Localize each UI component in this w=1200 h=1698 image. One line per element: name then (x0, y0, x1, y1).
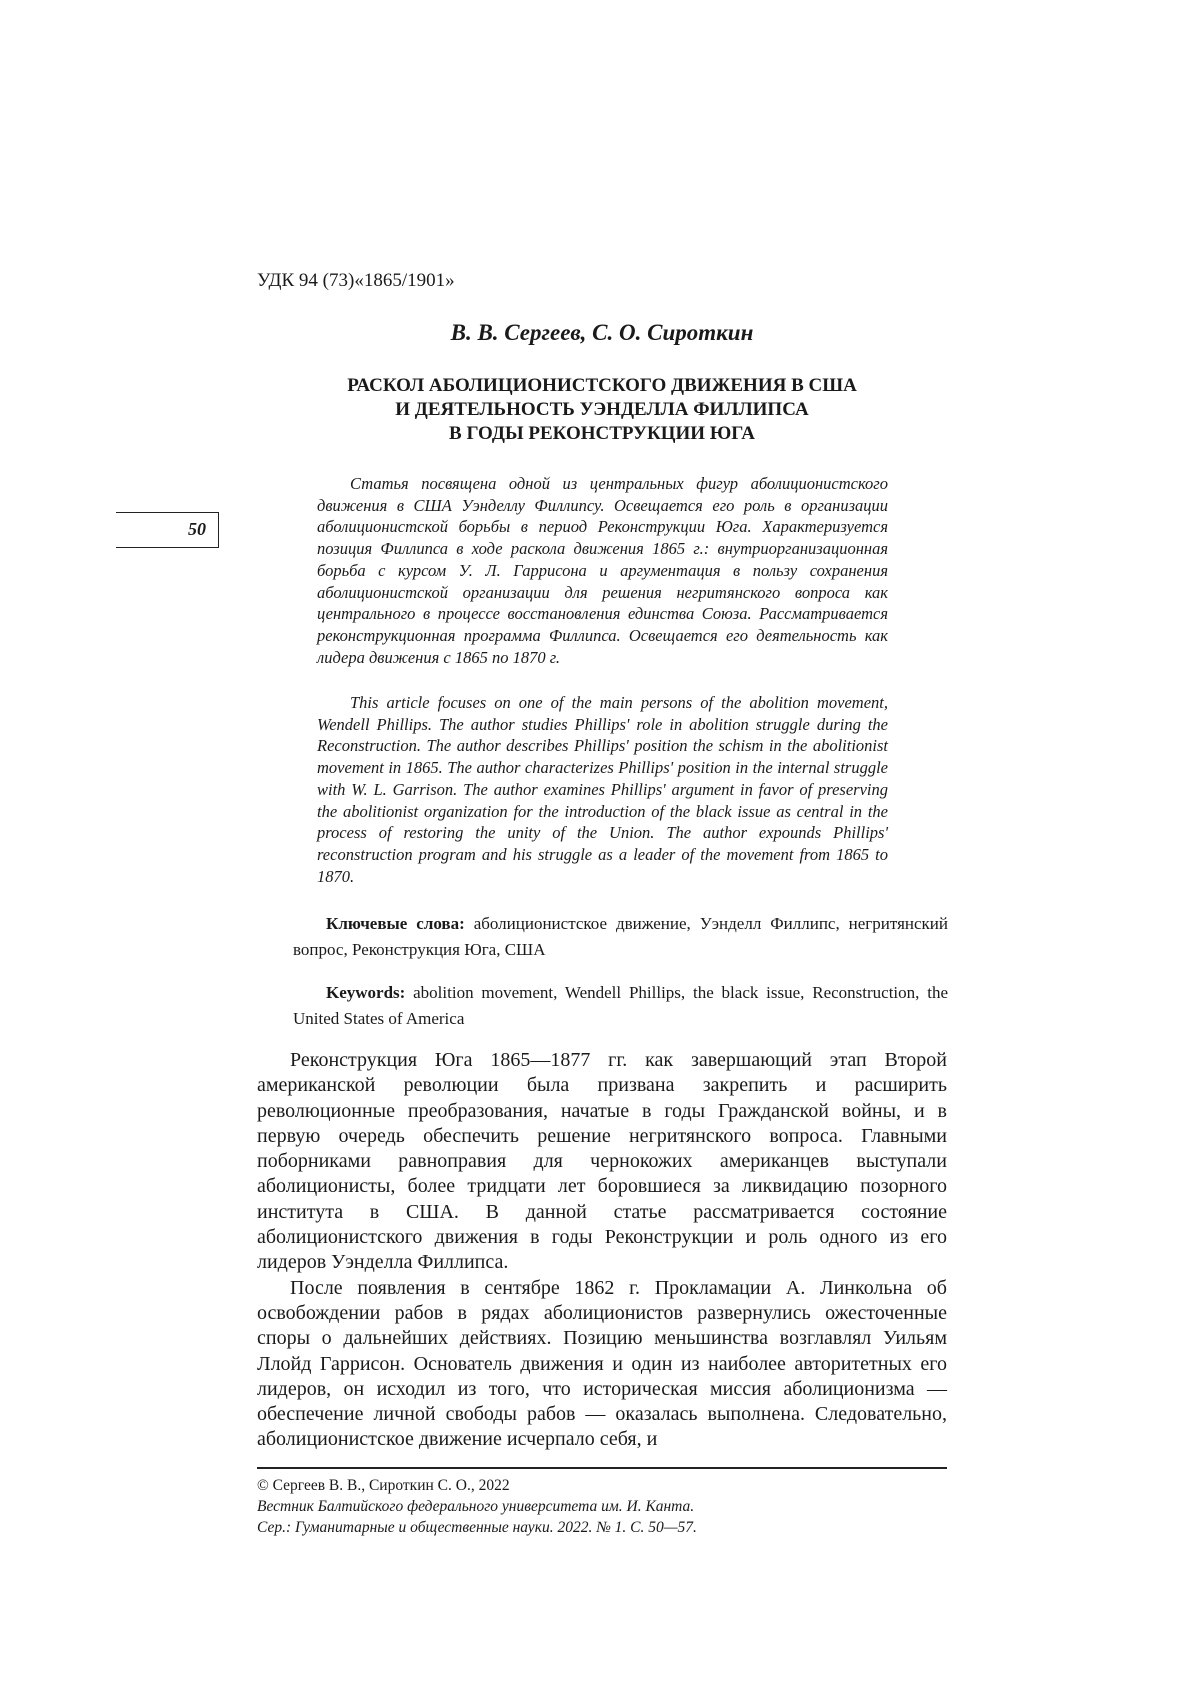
keywords-text: abolition movement, Wendell Phillips, the black issue, Reconstruction, the United States of America (293, 983, 948, 1028)
footer-divider (257, 1467, 947, 1469)
page-number: 50 (188, 519, 206, 539)
udk-code: УДК 94 (73)«1865/1901» (257, 270, 455, 291)
article-authors: В. В. Сергеев, С. О. Сироткин (450, 320, 754, 345)
keywords-english (293, 980, 948, 1032)
title-line: В ГОДЫ РЕКОНСТРУКЦИИ ЮГА (449, 423, 755, 444)
keywords-russian (293, 911, 948, 963)
journal-series: Сер.: Гуманитарные и общественные науки. 2022. № 1. С. 50—57. (257, 1519, 697, 1536)
abstract-english: This article focuses on one of the main persons of the abolition movement, Wendell Phillips. The author studies Phillips' role in abolition struggle during the Reconstruction. The author describes Phillips' position the schism in the abolitionist movement in 1865. The author characterizes Phillips' position in the internal struggle with W. L. Garrison. The author examines Phillips' argument in favor of preserving the abolitionist organization for the introduction of the black issue as central in the process of restoring the unity of the Union. The author expounds Phillips' reconstruction program and his struggle as a leader of the movement from 1865 to 1870. (317, 693, 888, 886)
journal-name: Вестник Балтийского федерального университета им. И. Канта. (257, 1498, 695, 1515)
copyright-line: © Сергеев В. В., Сироткин С. О., 2022 (257, 1477, 510, 1494)
article-body (257, 1048, 947, 1453)
keywords-label: Keywords: (326, 983, 406, 1002)
page-number-box (116, 512, 219, 548)
keywords-text: аболиционистское движение, Уэнделл Филлипс, негритянский вопрос, Реконструкция Юга, США (293, 914, 948, 959)
body-paragraph: Реконструкция Юга 1865—1877 гг. как завершающий этап Второй американской революции была призвана закрепить и расширить революционные преобразования, начатые в годы Гражданской войны, и в первую очередь обеспечить решение негритянского вопроса. Главными поборниками равноправия для чернокожих американцев выступали аболиционисты, более тридцати лет боровшиеся за ликвидацию позорного института в США. В данной статье рассматривается состояние аболиционистского движения в годы Реконструкции и роль одного из его лидеров Уэнделла Филлипса. (257, 1049, 947, 1274)
abstract-russian: Статья посвящена одной из центральных фигур аболиционистского движения в США Уэнделлу Филлипсу. Освещается его роль в организации аболиционистской борьбы в период Реконструкции Юга. Характеризуется позиция Филлипса в ходе раскола движения 1865 г.: внутриорганизационная борьба с курсом У. Л. Гаррисона и аргументация в пользу сохранения аболиционистской организации для решения негритянского вопроса как центрального в процессе восстановления единства Союза. Рассматривается реконструкционная программа Филлипса. Освещается его деятельность как лидера движения с 1865 по 1870 г. (317, 474, 888, 667)
article-title (257, 374, 947, 446)
page-footer (257, 1475, 947, 1538)
title-line: РАСКОЛ АБОЛИЦИОНИСТСКОГО ДВИЖЕНИЯ В США (347, 375, 857, 396)
body-paragraph: После появления в сентябре 1862 г. Прокламации А. Линкольна об освобождении рабов в рядах аболиционистов развернулись ожесточенные споры о дальнейших действиях. Позицию меньшинства возглавлял Уильям Ллойд Гаррисон. Основатель движения и один из наиболее авторитетных его лидеров, он исходил из того, что историческая миссия аболиционизма — обеспечение личной свободы рабов — оказалась выполнена. Следовательно, аболиционистское движение исчерпало себя, и (257, 1276, 947, 1451)
title-line: И ДЕЯТЕЛЬНОСТЬ УЭНДЕЛЛА ФИЛЛИПСА (395, 399, 809, 420)
keywords-label: Ключевые слова: (326, 914, 465, 933)
